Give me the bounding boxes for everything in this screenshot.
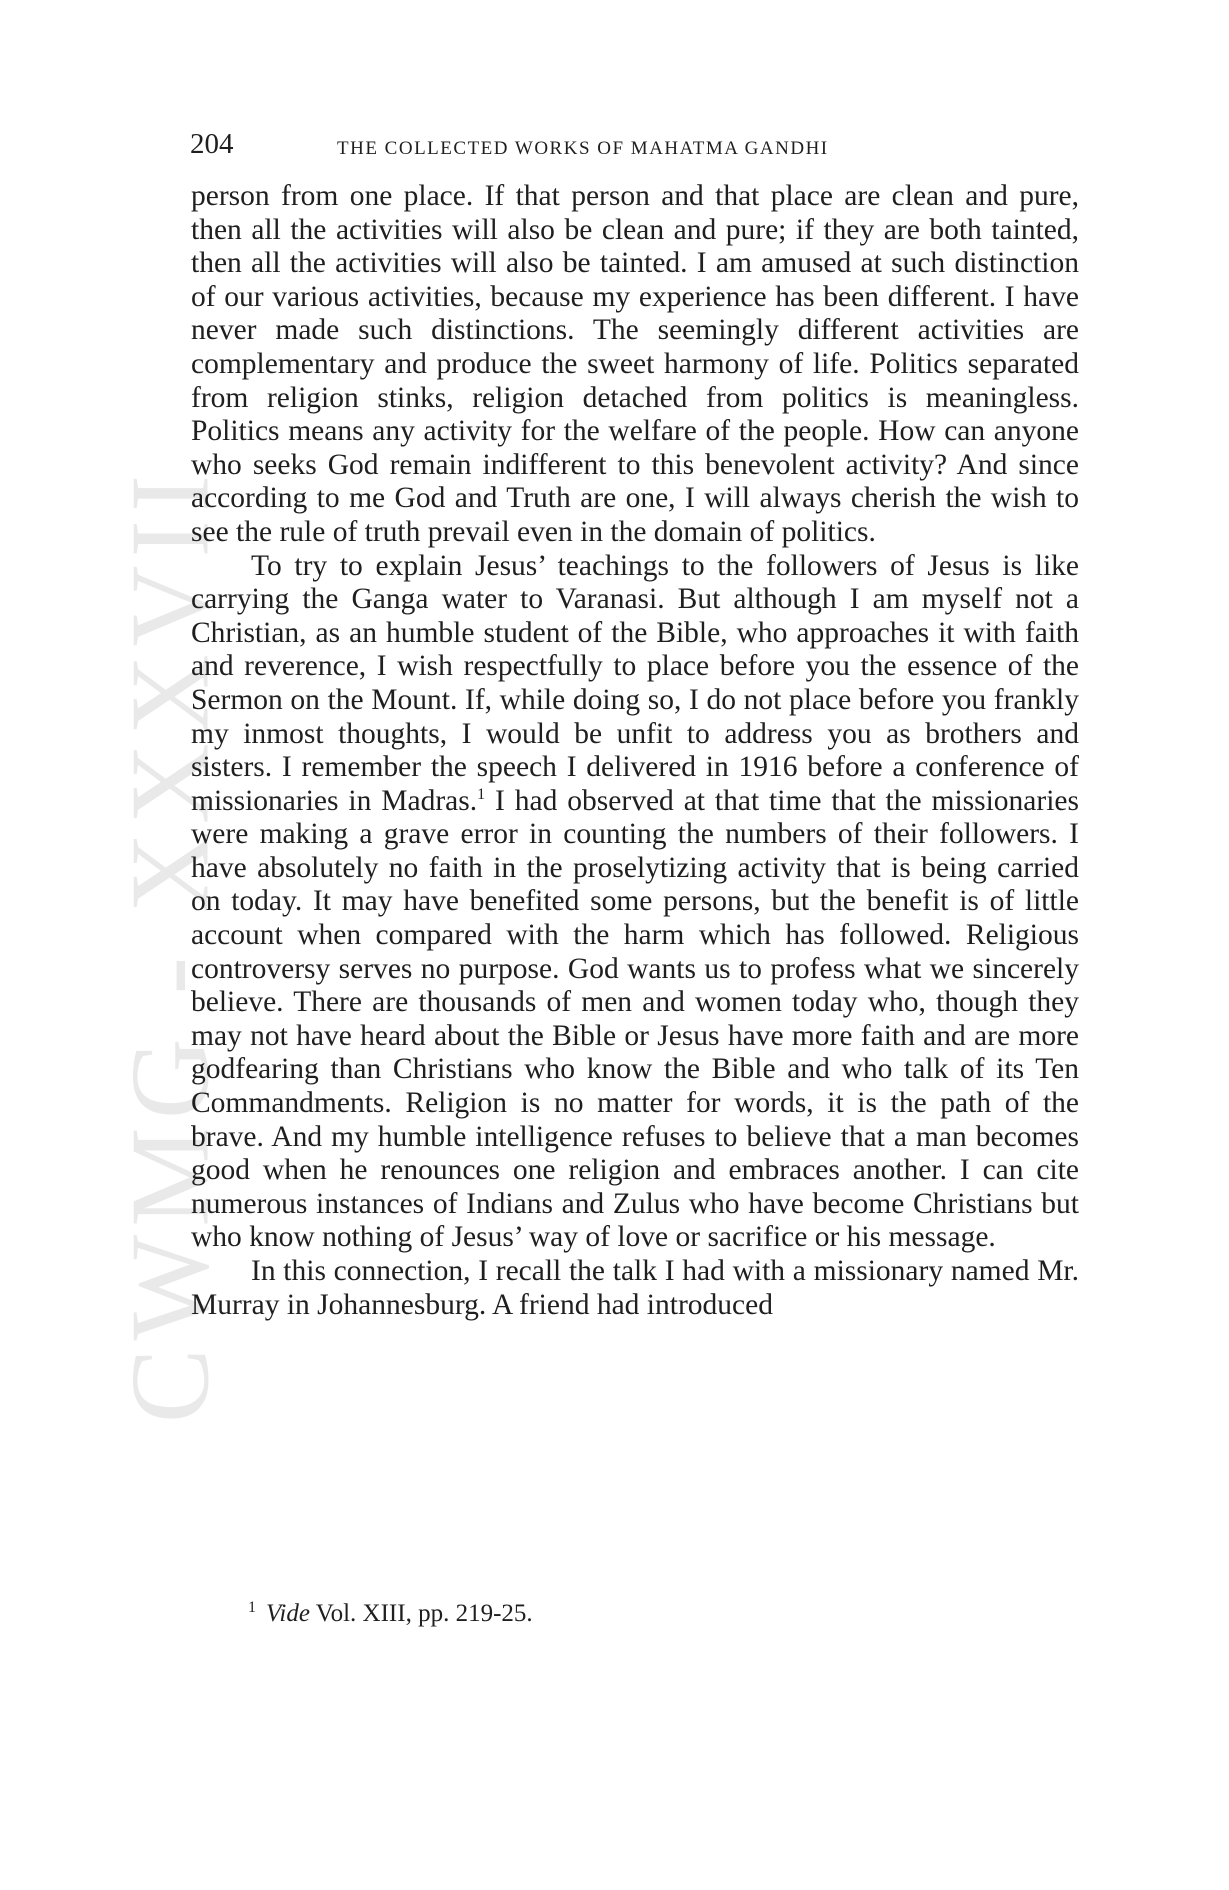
watermark-text: CWMG - XXXVII [108,466,232,1424]
page-number: 204 [190,128,234,160]
body-text [191,180,1079,1322]
footnote-italic: Vide [266,1600,310,1627]
footnote-reference: 1 [477,785,486,803]
footnote-text: Vol. XIII, pp. 219-25. [309,1600,533,1627]
paragraph-text: To try to explain Jesus’ teachings to the followers of Jesus is like carrying the Ganga water to Varanasi. But although I am myself not a Christian, as an humble student of the Bible, who approaches it with faith and reverence, I wish respectfully to place before you the essence of the Sermon on the Mount. If, while doing so, I do not place before you frankly my inmost thoughts, I would be unfit to address you as brothers and sisters. I remember the speech I delivered in 1916 before a conference of missionaries in Madras. [191,549,1079,817]
footnote [248,1599,533,1629]
paragraph [191,550,1079,1255]
footnote-mark: 1 [248,1598,256,1616]
paragraph-text: I had observed at that time that the missionaries were making a grave error in counting the numbers of their followers. I have absolutely no faith in the proselytizing activity that is being carried on today. It may have benefited some persons, but the benefit is of little account when compared with the harm which has followed. Religious controversy serves no purpose. God wants us to profess what we sincerely believe. There are thousands of men and women today who, though they may not have heard about the Bible or Jesus have more faith and are more godfearing than Christians who know the Bible and who talk of its Ten Commandments. Religion is no matter for words, it is the path of the brave. And my humble intelligence refuses to believe that a man becomes good when he renounces one religion and embraces another. I can cite numerous instances of Indians and Zulus who have become Christians but who know nothing of Jesus’ way of love or sacrifice or his message. [191,784,1079,1254]
paragraph: person from one place. If that person and that place are clean and pure, then all the activities will also be clean and pure; if they are both tainted, then all the activities will also be tainted. I am amused at such distinction of our various activities, because my experience has been different. I have never made such distinctions. The seemingly different activities are complementary and produce the sweet harmony of life. Politics separated from religion stinks, religion detached from politics is meaningless. Politics means any activity for the welfare of the people. How can anyone who seeks God remain indifferent to this benevolent activity? And since according to me God and Truth are one, I will always cherish the wish to see the rule of truth prevail even in the domain of politics. [191,180,1079,548]
running-head: THE COLLECTED WORKS OF MAHATMA GANDHI [337,138,829,159]
paragraph: In this connection, I recall the talk I had with a missionary named Mr. Murray in Johannesburg. A friend had introduced [191,1255,1079,1321]
